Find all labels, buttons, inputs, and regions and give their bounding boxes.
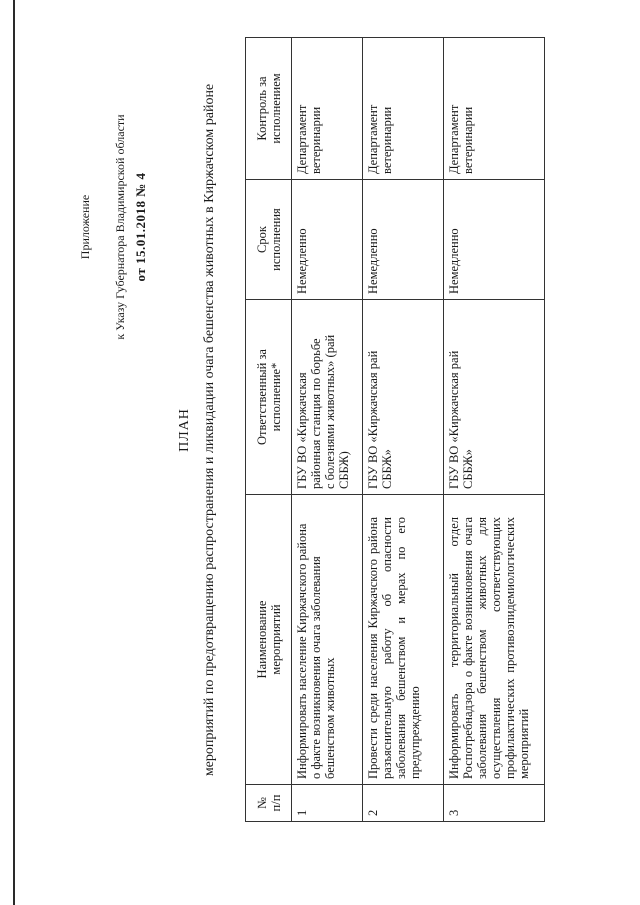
row-control: Департамент ветеринарии: [366, 104, 394, 174]
table-header-row: [246, 38, 292, 822]
table-row: [363, 38, 444, 822]
row-responsible: ГБУ ВО «Киржачская районная станция по борьбе с болезнями животных» (рай СББЖ): [295, 334, 351, 489]
row-name-cell: [444, 495, 545, 785]
header-control: Контроль за исполнением: [254, 73, 283, 144]
row-control-cell: [292, 38, 363, 180]
header-term: Срок исполнения: [254, 208, 283, 271]
table-row: [444, 38, 545, 822]
row-name-cell: [292, 495, 363, 785]
appendix-reference: к Указу Губернатора Владимирской области: [113, 114, 127, 340]
row-responsible: ГБУ ВО «Киржачская рай СББЖ»: [366, 350, 394, 489]
header-name-cell: [246, 495, 292, 785]
row-control-cell: [363, 38, 444, 180]
plan-table: [245, 37, 545, 822]
document-subtitle: мероприятий по предотвращению распространения и ликвидации очага бешенства животных в Киржачском районе: [202, 83, 217, 777]
header-responsible-cell: [246, 300, 292, 495]
row-term: Немедленно: [292, 180, 363, 300]
header-name: Наименование мероприятий: [254, 600, 283, 679]
header-control-cell: [246, 38, 292, 180]
row-name: Провести среди населения Киржачского района разъяснительную работу об опасности заболевания бешенством и мерах по его предупреждению: [366, 517, 422, 779]
row-responsible-cell: [363, 300, 444, 495]
header-term-cell: [246, 180, 292, 300]
row-name: Информировать территориальный отдел Роспотребнадзора о факте возникновения очага заболевания бешенством животных для осуществления соответствующих профилактических противоэпидемиологических мероприятий: [447, 517, 531, 779]
row-responsible-cell: [444, 300, 545, 495]
row-responsible: ГБУ ВО «Киржачская рай СББЖ»: [447, 350, 475, 489]
row-control: Департамент ветеринарии: [295, 104, 323, 174]
row-number: 3: [444, 785, 545, 822]
row-control-cell: [444, 38, 545, 180]
row-responsible-cell: [292, 300, 363, 495]
document-title: ПЛАН: [177, 408, 192, 452]
header-number-cell: [246, 785, 292, 822]
row-term: Немедленно: [444, 180, 545, 300]
header-number: № п/п: [254, 794, 283, 812]
row-term: Немедленно: [363, 180, 444, 300]
row-number: 2: [363, 785, 444, 822]
table-row: [292, 38, 363, 822]
row-number: 1: [292, 785, 363, 822]
header-responsible: Ответственный за исполнение*: [254, 349, 283, 445]
appendix-date-number: от 15.01.2018 № 4: [133, 172, 148, 282]
row-name-cell: [363, 495, 444, 785]
appendix-label: Приложение: [78, 194, 92, 260]
row-control: Департамент ветеринарии: [447, 104, 475, 174]
row-name: Информировать население Киржачского района о факте возникновения очага заболевания бешенством животных: [295, 523, 337, 779]
